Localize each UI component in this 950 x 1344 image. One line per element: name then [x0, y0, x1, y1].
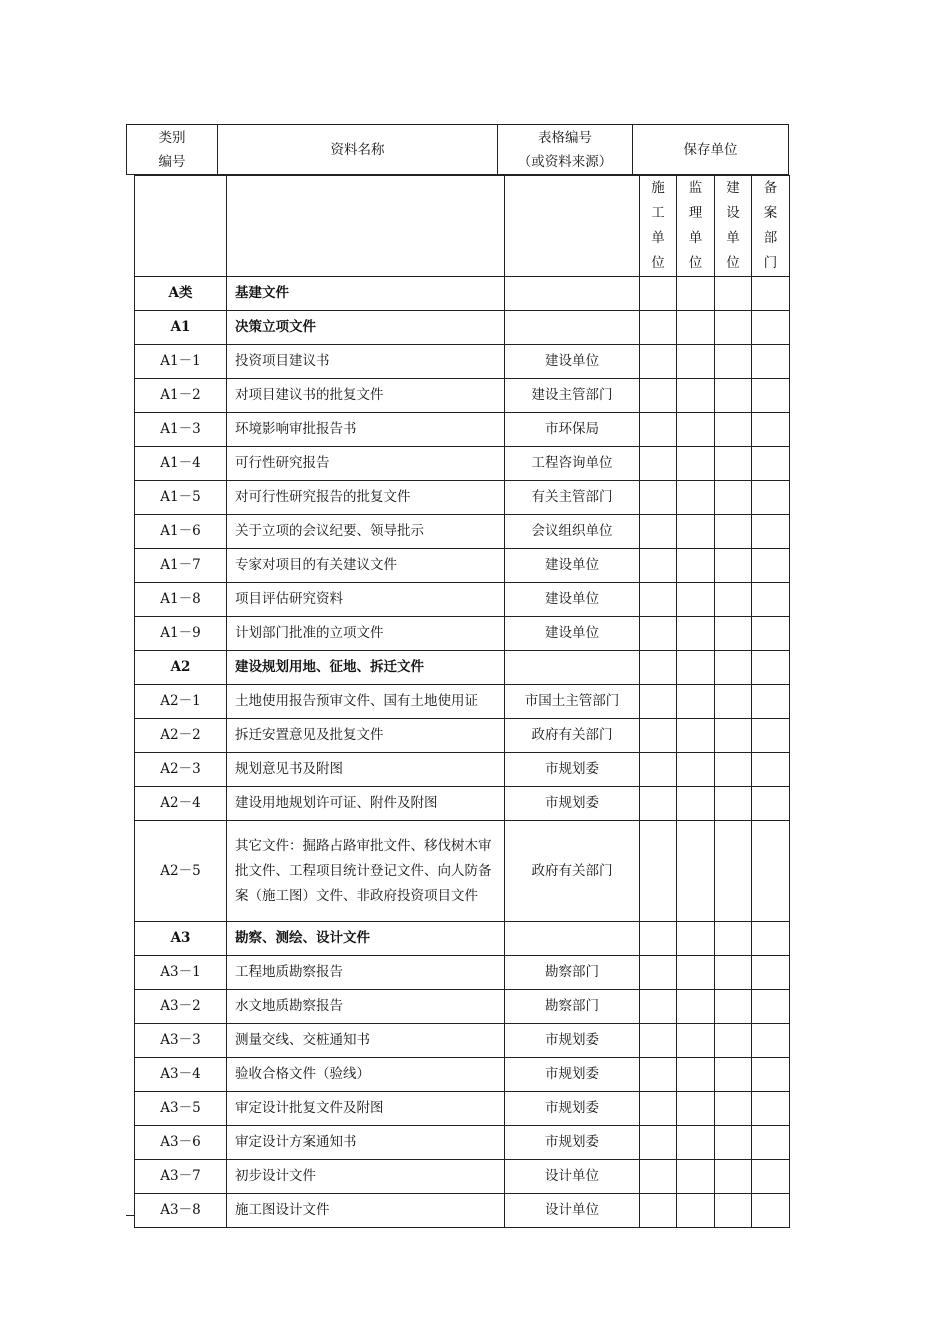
row-source: 会议组织单位	[505, 515, 640, 549]
row-code: A2－3	[135, 753, 227, 787]
row-code: A1－6	[135, 515, 227, 549]
keep-owner-cell	[715, 753, 752, 787]
row-code: A2－4	[135, 787, 227, 821]
header-category-label: 类别	[158, 129, 186, 146]
keep-owner-cell	[715, 311, 752, 345]
keep-filing-cell	[752, 1058, 790, 1092]
table-row	[135, 1058, 790, 1092]
keep-filing-cell	[752, 821, 790, 922]
row-source: 建设单位	[505, 345, 640, 379]
table-row	[135, 1160, 790, 1194]
keep-filing-cell	[752, 617, 790, 651]
row-code: A2－1	[135, 685, 227, 719]
row-doc-name: 关于立项的会议纪要、领导批示	[227, 515, 505, 549]
row-source	[505, 922, 640, 956]
row-doc-name: 勘察、测绘、设计文件	[227, 922, 505, 956]
row-doc-name: 建设用地规划许可证、附件及附图	[227, 787, 505, 821]
row-code: A3－1	[135, 956, 227, 990]
table-row	[135, 956, 790, 990]
row-doc-name: 决策立项文件	[227, 311, 505, 345]
keep-filing-cell	[752, 549, 790, 583]
row-code: A1－2	[135, 379, 227, 413]
keep-supervision-cell	[677, 1058, 715, 1092]
keep-filing-cell	[752, 515, 790, 549]
row-doc-name: 专家对项目的有关建议文件	[227, 549, 505, 583]
sub-header-owner-unit: 建 设 单 位	[715, 176, 752, 277]
keep-owner-cell	[715, 1058, 752, 1092]
keep-construction-cell	[640, 311, 677, 345]
row-source: 勘察部门	[505, 990, 640, 1024]
archive-table	[134, 175, 790, 1228]
row-doc-name: 投资项目建议书	[227, 345, 505, 379]
row-source: 市规划委	[505, 1058, 640, 1092]
keep-construction-cell	[640, 1058, 677, 1092]
keep-construction-cell	[640, 821, 677, 922]
keep-construction-cell	[640, 651, 677, 685]
keep-owner-cell	[715, 413, 752, 447]
archive-table-body	[135, 176, 790, 1228]
row-code: A2	[135, 651, 227, 685]
keep-supervision-cell	[677, 753, 715, 787]
keep-construction-cell	[640, 345, 677, 379]
table-row	[135, 753, 790, 787]
table-row	[135, 719, 790, 753]
row-source: 市规划委	[505, 753, 640, 787]
keep-construction-cell	[640, 922, 677, 956]
row-source: 政府有关部门	[505, 719, 640, 753]
row-doc-name: 测量交线、交桩通知书	[227, 1024, 505, 1058]
sub-header-construction-unit: 施 工 单 位	[640, 176, 677, 277]
row-source: 建设单位	[505, 549, 640, 583]
row-code: A2－5	[135, 821, 227, 922]
keep-supervision-cell	[677, 617, 715, 651]
keep-filing-cell	[752, 1160, 790, 1194]
row-source: 勘察部门	[505, 956, 640, 990]
keep-construction-cell	[640, 515, 677, 549]
sub-header-row	[135, 176, 790, 277]
row-code: A1－4	[135, 447, 227, 481]
keep-supervision-cell	[677, 956, 715, 990]
keep-filing-cell	[752, 447, 790, 481]
row-source	[505, 277, 640, 311]
keep-supervision-cell	[677, 481, 715, 515]
row-code: A3－5	[135, 1092, 227, 1126]
row-code: A1－9	[135, 617, 227, 651]
keep-supervision-cell	[677, 1092, 715, 1126]
keep-filing-cell	[752, 583, 790, 617]
table-row	[135, 617, 790, 651]
row-source: 政府有关部门	[505, 821, 640, 922]
table-row	[135, 447, 790, 481]
row-code: A3－2	[135, 990, 227, 1024]
keep-supervision-cell	[677, 990, 715, 1024]
keep-owner-cell	[715, 787, 752, 821]
row-doc-name: 计划部门批准的立项文件	[227, 617, 505, 651]
keep-filing-cell	[752, 922, 790, 956]
row-doc-name: 审定设计批复文件及附图	[227, 1092, 505, 1126]
keep-supervision-cell	[677, 821, 715, 922]
row-doc-name: 水文地质勘察报告	[227, 990, 505, 1024]
sub-header-blank	[227, 176, 505, 277]
keep-supervision-cell	[677, 1160, 715, 1194]
row-code: A1－8	[135, 583, 227, 617]
keep-filing-cell	[752, 719, 790, 753]
row-doc-name: 对项目建议书的批复文件	[227, 379, 505, 413]
keep-owner-cell	[715, 821, 752, 922]
keep-owner-cell	[715, 583, 752, 617]
row-source	[505, 651, 640, 685]
table-row	[135, 1126, 790, 1160]
row-code: A1－3	[135, 413, 227, 447]
row-code: A类	[135, 277, 227, 311]
row-doc-name: 项目评估研究资料	[227, 583, 505, 617]
section-row	[135, 922, 790, 956]
keep-supervision-cell	[677, 685, 715, 719]
section-row	[135, 311, 790, 345]
keep-owner-cell	[715, 1160, 752, 1194]
row-source: 建设单位	[505, 617, 640, 651]
table-row	[135, 685, 790, 719]
row-source: 市规划委	[505, 1126, 640, 1160]
keep-filing-cell	[752, 277, 790, 311]
table-row	[135, 787, 790, 821]
keep-construction-cell	[640, 685, 677, 719]
keep-owner-cell	[715, 651, 752, 685]
section-row	[135, 651, 790, 685]
keep-supervision-cell	[677, 379, 715, 413]
keep-filing-cell	[752, 481, 790, 515]
row-doc-name: 拆迁安置意见及批复文件	[227, 719, 505, 753]
header-form-label: 表格编号	[538, 129, 592, 146]
keep-construction-cell	[640, 1194, 677, 1228]
keep-owner-cell	[715, 515, 752, 549]
keep-construction-cell	[640, 549, 677, 583]
row-doc-name: 建设规划用地、征地、拆迁文件	[227, 651, 505, 685]
header-category-code	[127, 125, 218, 174]
row-doc-name: 审定设计方案通知书	[227, 1126, 505, 1160]
table-edge-mark	[126, 1215, 134, 1216]
row-doc-name: 环境影响审批报告书	[227, 413, 505, 447]
table-row	[135, 481, 790, 515]
keep-owner-cell	[715, 549, 752, 583]
keep-owner-cell	[715, 345, 752, 379]
keep-supervision-cell	[677, 651, 715, 685]
keep-construction-cell	[640, 990, 677, 1024]
keep-construction-cell	[640, 956, 677, 990]
keep-supervision-cell	[677, 787, 715, 821]
row-doc-name: 施工图设计文件	[227, 1194, 505, 1228]
table-header	[126, 124, 789, 175]
row-doc-name: 土地使用报告预审文件、国有土地使用证	[227, 685, 505, 719]
row-source: 工程咨询单位	[505, 447, 640, 481]
row-code: A2－2	[135, 719, 227, 753]
row-source: 市环保局	[505, 413, 640, 447]
row-code: A1－7	[135, 549, 227, 583]
keep-supervision-cell	[677, 345, 715, 379]
header-keep-unit	[633, 125, 788, 174]
table-row	[135, 1024, 790, 1058]
row-code: A3－3	[135, 1024, 227, 1058]
table-row	[135, 1194, 790, 1228]
keep-supervision-cell	[677, 447, 715, 481]
sub-header-supervision-unit: 监 理 单 位	[677, 176, 715, 277]
header-doc-name-label: 资料名称	[330, 141, 385, 158]
row-doc-name: 基建文件	[227, 277, 505, 311]
table-row	[135, 821, 790, 922]
sub-header-blank	[135, 176, 227, 277]
table-row	[135, 583, 790, 617]
keep-filing-cell	[752, 685, 790, 719]
keep-construction-cell	[640, 583, 677, 617]
keep-construction-cell	[640, 787, 677, 821]
table-row	[135, 990, 790, 1024]
keep-supervision-cell	[677, 277, 715, 311]
table-row	[135, 345, 790, 379]
keep-filing-cell	[752, 1024, 790, 1058]
row-source: 市规划委	[505, 1024, 640, 1058]
table-row	[135, 379, 790, 413]
keep-construction-cell	[640, 1024, 677, 1058]
keep-owner-cell	[715, 922, 752, 956]
keep-filing-cell	[752, 379, 790, 413]
row-source: 市规划委	[505, 1092, 640, 1126]
keep-filing-cell	[752, 345, 790, 379]
keep-filing-cell	[752, 651, 790, 685]
row-source: 市规划委	[505, 787, 640, 821]
row-doc-name: 初步设计文件	[227, 1160, 505, 1194]
row-doc-name: 可行性研究报告	[227, 447, 505, 481]
keep-owner-cell	[715, 379, 752, 413]
header-source-label: （或资料来源）	[517, 153, 613, 170]
keep-owner-cell	[715, 447, 752, 481]
keep-construction-cell	[640, 413, 677, 447]
row-code: A3－4	[135, 1058, 227, 1092]
row-source: 有关主管部门	[505, 481, 640, 515]
keep-owner-cell	[715, 1194, 752, 1228]
keep-filing-cell	[752, 753, 790, 787]
keep-supervision-cell	[677, 1126, 715, 1160]
row-code: A1	[135, 311, 227, 345]
keep-construction-cell	[640, 617, 677, 651]
keep-construction-cell	[640, 719, 677, 753]
keep-supervision-cell	[677, 719, 715, 753]
row-source: 建设单位	[505, 583, 640, 617]
keep-supervision-cell	[677, 515, 715, 549]
keep-supervision-cell	[677, 549, 715, 583]
keep-construction-cell	[640, 379, 677, 413]
keep-owner-cell	[715, 617, 752, 651]
row-source: 设计单位	[505, 1160, 640, 1194]
keep-owner-cell	[715, 719, 752, 753]
row-source: 建设主管部门	[505, 379, 640, 413]
keep-owner-cell	[715, 277, 752, 311]
keep-construction-cell	[640, 447, 677, 481]
row-doc-name: 其它文件：掘路占路审批文件、移伐树木审批文件、工程项目统计登记文件、向人防备案（施工图）文件、非政府投资项目文件	[227, 821, 505, 922]
keep-construction-cell	[640, 1160, 677, 1194]
keep-owner-cell	[715, 1024, 752, 1058]
keep-filing-cell	[752, 787, 790, 821]
keep-construction-cell	[640, 277, 677, 311]
keep-owner-cell	[715, 990, 752, 1024]
row-code: A3	[135, 922, 227, 956]
keep-filing-cell	[752, 956, 790, 990]
row-code: A3－8	[135, 1194, 227, 1228]
keep-construction-cell	[640, 1126, 677, 1160]
keep-owner-cell	[715, 956, 752, 990]
header-code-label: 编号	[158, 153, 186, 170]
keep-owner-cell	[715, 1092, 752, 1126]
keep-filing-cell	[752, 413, 790, 447]
keep-filing-cell	[752, 1126, 790, 1160]
row-source	[505, 311, 640, 345]
keep-owner-cell	[715, 1126, 752, 1160]
row-source: 市国土主管部门	[505, 685, 640, 719]
keep-supervision-cell	[677, 922, 715, 956]
sub-header-blank	[505, 176, 640, 277]
row-source: 设计单位	[505, 1194, 640, 1228]
keep-filing-cell	[752, 311, 790, 345]
keep-owner-cell	[715, 685, 752, 719]
row-doc-name: 工程地质勘察报告	[227, 956, 505, 990]
keep-owner-cell	[715, 481, 752, 515]
keep-supervision-cell	[677, 311, 715, 345]
sub-header-filing-dept: 备 案 部 门	[752, 176, 790, 277]
table-row	[135, 1092, 790, 1126]
table-row	[135, 413, 790, 447]
section-row	[135, 277, 790, 311]
row-code: A3－6	[135, 1126, 227, 1160]
row-code: A1－1	[135, 345, 227, 379]
table-row	[135, 515, 790, 549]
keep-filing-cell	[752, 1092, 790, 1126]
keep-construction-cell	[640, 1092, 677, 1126]
keep-construction-cell	[640, 481, 677, 515]
keep-supervision-cell	[677, 583, 715, 617]
keep-supervision-cell	[677, 1194, 715, 1228]
keep-filing-cell	[752, 1194, 790, 1228]
row-code: A3－7	[135, 1160, 227, 1194]
header-form-source	[498, 125, 633, 174]
keep-construction-cell	[640, 753, 677, 787]
keep-supervision-cell	[677, 413, 715, 447]
row-doc-name: 验收合格文件（验线）	[227, 1058, 505, 1092]
header-keep-unit-label: 保存单位	[683, 141, 738, 158]
keep-filing-cell	[752, 990, 790, 1024]
row-code: A1－5	[135, 481, 227, 515]
table-row	[135, 549, 790, 583]
row-doc-name: 规划意见书及附图	[227, 753, 505, 787]
keep-supervision-cell	[677, 1024, 715, 1058]
row-doc-name: 对可行性研究报告的批复文件	[227, 481, 505, 515]
header-doc-name	[218, 125, 498, 174]
